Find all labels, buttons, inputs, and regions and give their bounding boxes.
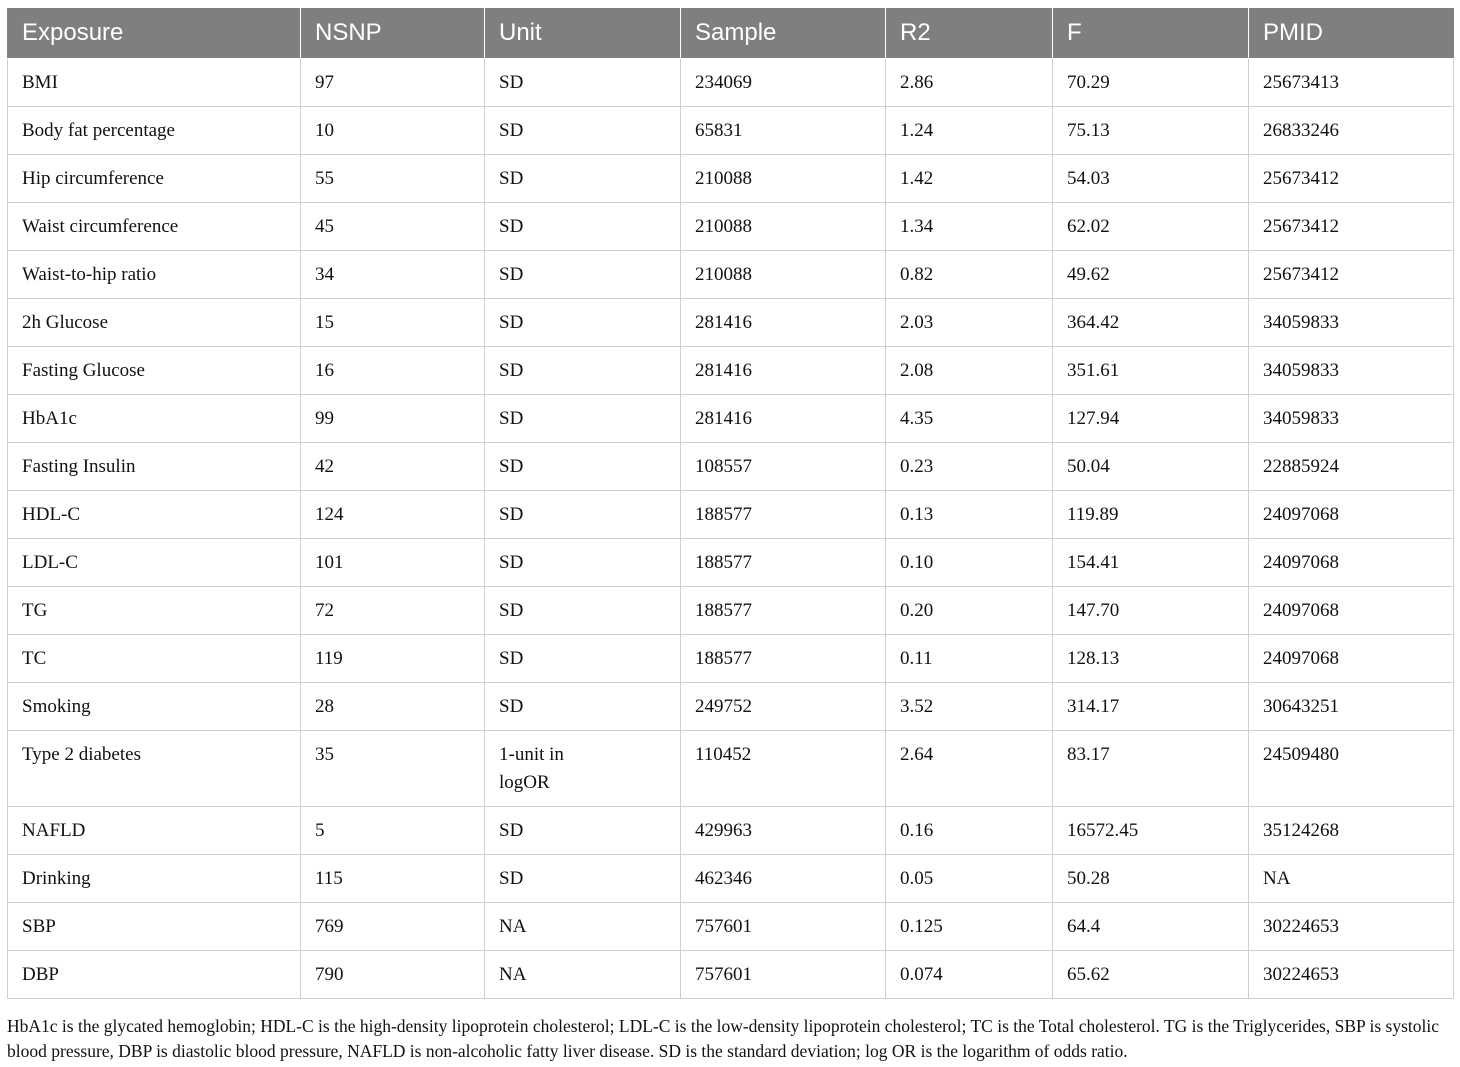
cell-exposure: Fasting Glucose: [8, 346, 301, 394]
cell-pmid: 26833246: [1249, 106, 1454, 154]
table-row: [8, 202, 1454, 250]
cell-nsnp: 99: [301, 394, 485, 442]
cell-f: 127.94: [1053, 394, 1249, 442]
header-r2: R2: [886, 8, 1053, 58]
cell-f: 351.61: [1053, 346, 1249, 394]
table-container: [7, 8, 1453, 999]
cell-nsnp: 34: [301, 250, 485, 298]
cell-f: 65.62: [1053, 950, 1249, 998]
cell-nsnp: 790: [301, 950, 485, 998]
cell-pmid: 24097068: [1249, 634, 1454, 682]
cell-pmid: 24097068: [1249, 490, 1454, 538]
cell-r2: 1.42: [886, 154, 1053, 202]
cell-pmid: 34059833: [1249, 298, 1454, 346]
cell-pmid: 25673412: [1249, 250, 1454, 298]
cell-sample: 188577: [681, 586, 886, 634]
table-row: [8, 394, 1454, 442]
cell-nsnp: 55: [301, 154, 485, 202]
cell-exposure: Body fat percentage: [8, 106, 301, 154]
cell-sample: 281416: [681, 298, 886, 346]
cell-nsnp: 119: [301, 634, 485, 682]
cell-pmid: 34059833: [1249, 346, 1454, 394]
cell-nsnp: 72: [301, 586, 485, 634]
table-row: [8, 442, 1454, 490]
cell-exposure: Drinking: [8, 854, 301, 902]
cell-exposure: Smoking: [8, 682, 301, 730]
cell-nsnp: 16: [301, 346, 485, 394]
cell-nsnp: 35: [301, 730, 485, 806]
table-footnote: HbA1c is the glycated hemoglobin; HDL-C is the high-density lipoprotein cholesterol; LDL-C is the low-density lipoprotein cholesterol; TC is the Total cholesterol. TG is the Triglycerides, SBP is systolic blood pressure, DBP is diastolic blood pressure, NAFLD is non-alcoholic fatty liver disease. SD is the standard deviation; log OR is the logarithm of odds ratio.: [7, 1016, 1439, 1061]
cell-f: 83.17: [1053, 730, 1249, 806]
table-row: [8, 854, 1454, 902]
cell-pmid: 34059833: [1249, 394, 1454, 442]
table-row: [8, 730, 1454, 806]
cell-r2: 0.074: [886, 950, 1053, 998]
cell-exposure: HDL-C: [8, 490, 301, 538]
cell-exposure: LDL-C: [8, 538, 301, 586]
table-row: [8, 950, 1454, 998]
table-row: [8, 490, 1454, 538]
cell-r2: 2.86: [886, 58, 1053, 106]
table-row: [8, 298, 1454, 346]
cell-r2: 0.16: [886, 806, 1053, 854]
cell-nsnp: 115: [301, 854, 485, 902]
cell-exposure: SBP: [8, 902, 301, 950]
cell-exposure: 2h Glucose: [8, 298, 301, 346]
cell-exposure: BMI: [8, 58, 301, 106]
cell-sample: 210088: [681, 154, 886, 202]
header-sample: Sample: [681, 8, 886, 58]
cell-r2: 1.24: [886, 106, 1053, 154]
cell-pmid: 24509480: [1249, 730, 1454, 806]
cell-sample: 210088: [681, 202, 886, 250]
cell-sample: 110452: [681, 730, 886, 806]
cell-unit: NA: [485, 950, 681, 998]
cell-sample: 234069: [681, 58, 886, 106]
table-row: [8, 538, 1454, 586]
cell-sample: 429963: [681, 806, 886, 854]
cell-r2: 1.34: [886, 202, 1053, 250]
cell-exposure: Waist circumference: [8, 202, 301, 250]
cell-sample: 249752: [681, 682, 886, 730]
cell-sample: 281416: [681, 394, 886, 442]
cell-r2: 4.35: [886, 394, 1053, 442]
cell-r2: 2.08: [886, 346, 1053, 394]
cell-exposure: Waist-to-hip ratio: [8, 250, 301, 298]
cell-r2: 3.52: [886, 682, 1053, 730]
header-unit: Unit: [485, 8, 681, 58]
cell-unit: SD: [485, 586, 681, 634]
cell-sample: 462346: [681, 854, 886, 902]
cell-unit: SD: [485, 854, 681, 902]
cell-sample: 210088: [681, 250, 886, 298]
cell-unit: SD: [485, 394, 681, 442]
table-row: [8, 634, 1454, 682]
cell-pmid: 24097068: [1249, 538, 1454, 586]
table-row: [8, 250, 1454, 298]
cell-f: 50.04: [1053, 442, 1249, 490]
cell-unit: SD: [485, 202, 681, 250]
cell-unit: SD: [485, 442, 681, 490]
cell-r2: 0.125: [886, 902, 1053, 950]
cell-unit: SD: [485, 106, 681, 154]
cell-unit: NA: [485, 902, 681, 950]
table-row: [8, 586, 1454, 634]
cell-pmid: 25673412: [1249, 202, 1454, 250]
header-exposure: Exposure: [8, 8, 301, 58]
exposure-table: [7, 8, 1454, 999]
cell-f: 50.28: [1053, 854, 1249, 902]
cell-unit: SD: [485, 634, 681, 682]
cell-pmid: 30643251: [1249, 682, 1454, 730]
cell-unit: SD: [485, 682, 681, 730]
cell-sample: 188577: [681, 538, 886, 586]
cell-unit: SD: [485, 154, 681, 202]
cell-f: 75.13: [1053, 106, 1249, 154]
cell-sample: 65831: [681, 106, 886, 154]
cell-nsnp: 101: [301, 538, 485, 586]
header-pmid: PMID: [1249, 8, 1454, 58]
table-body: [8, 58, 1454, 998]
table-row: [8, 58, 1454, 106]
cell-f: 70.29: [1053, 58, 1249, 106]
table-row: [8, 806, 1454, 854]
cell-nsnp: 769: [301, 902, 485, 950]
cell-unit: SD: [485, 490, 681, 538]
cell-unit: SD: [485, 806, 681, 854]
cell-nsnp: 5: [301, 806, 485, 854]
cell-nsnp: 28: [301, 682, 485, 730]
cell-sample: 108557: [681, 442, 886, 490]
cell-unit: SD: [485, 250, 681, 298]
cell-unit: SD: [485, 538, 681, 586]
cell-r2: 0.10: [886, 538, 1053, 586]
table-row: [8, 682, 1454, 730]
cell-nsnp: 15: [301, 298, 485, 346]
cell-nsnp: 124: [301, 490, 485, 538]
cell-r2: 0.82: [886, 250, 1053, 298]
cell-r2: 0.20: [886, 586, 1053, 634]
cell-f: 49.62: [1053, 250, 1249, 298]
cell-pmid: NA: [1249, 854, 1454, 902]
header-f: F: [1053, 8, 1249, 58]
cell-f: 64.4: [1053, 902, 1249, 950]
cell-exposure: Hip circumference: [8, 154, 301, 202]
cell-f: 16572.45: [1053, 806, 1249, 854]
cell-unit: SD: [485, 58, 681, 106]
cell-f: 147.70: [1053, 586, 1249, 634]
table-row: [8, 154, 1454, 202]
cell-f: 119.89: [1053, 490, 1249, 538]
table-header: [8, 8, 1454, 58]
cell-exposure: HbA1c: [8, 394, 301, 442]
header-row: [8, 8, 1454, 58]
header-nsnp: NSNP: [301, 8, 485, 58]
cell-f: 62.02: [1053, 202, 1249, 250]
cell-pmid: 35124268: [1249, 806, 1454, 854]
cell-unit: 1-unit in logOR: [485, 730, 681, 806]
cell-f: 54.03: [1053, 154, 1249, 202]
table-row: [8, 902, 1454, 950]
cell-sample: 188577: [681, 490, 886, 538]
cell-exposure: TC: [8, 634, 301, 682]
cell-nsnp: 42: [301, 442, 485, 490]
cell-nsnp: 45: [301, 202, 485, 250]
cell-r2: 2.64: [886, 730, 1053, 806]
cell-unit: SD: [485, 298, 681, 346]
cell-nsnp: 10: [301, 106, 485, 154]
cell-r2: 0.05: [886, 854, 1053, 902]
cell-exposure: TG: [8, 586, 301, 634]
cell-exposure: DBP: [8, 950, 301, 998]
cell-unit: SD: [485, 346, 681, 394]
cell-sample: 188577: [681, 634, 886, 682]
table-row: [8, 346, 1454, 394]
cell-sample: 757601: [681, 902, 886, 950]
cell-sample: 281416: [681, 346, 886, 394]
cell-exposure: NAFLD: [8, 806, 301, 854]
cell-nsnp: 97: [301, 58, 485, 106]
cell-f: 154.41: [1053, 538, 1249, 586]
cell-pmid: 25673413: [1249, 58, 1454, 106]
cell-f: 314.17: [1053, 682, 1249, 730]
cell-pmid: 30224653: [1249, 950, 1454, 998]
cell-pmid: 24097068: [1249, 586, 1454, 634]
cell-sample: 757601: [681, 950, 886, 998]
cell-pmid: 22885924: [1249, 442, 1454, 490]
table-row: [8, 106, 1454, 154]
cell-exposure: Fasting Insulin: [8, 442, 301, 490]
cell-r2: 0.11: [886, 634, 1053, 682]
cell-f: 364.42: [1053, 298, 1249, 346]
cell-r2: 0.23: [886, 442, 1053, 490]
cell-pmid: 30224653: [1249, 902, 1454, 950]
cell-pmid: 25673412: [1249, 154, 1454, 202]
cell-r2: 2.03: [886, 298, 1053, 346]
cell-r2: 0.13: [886, 490, 1053, 538]
cell-f: 128.13: [1053, 634, 1249, 682]
cell-exposure: Type 2 diabetes: [8, 730, 301, 806]
